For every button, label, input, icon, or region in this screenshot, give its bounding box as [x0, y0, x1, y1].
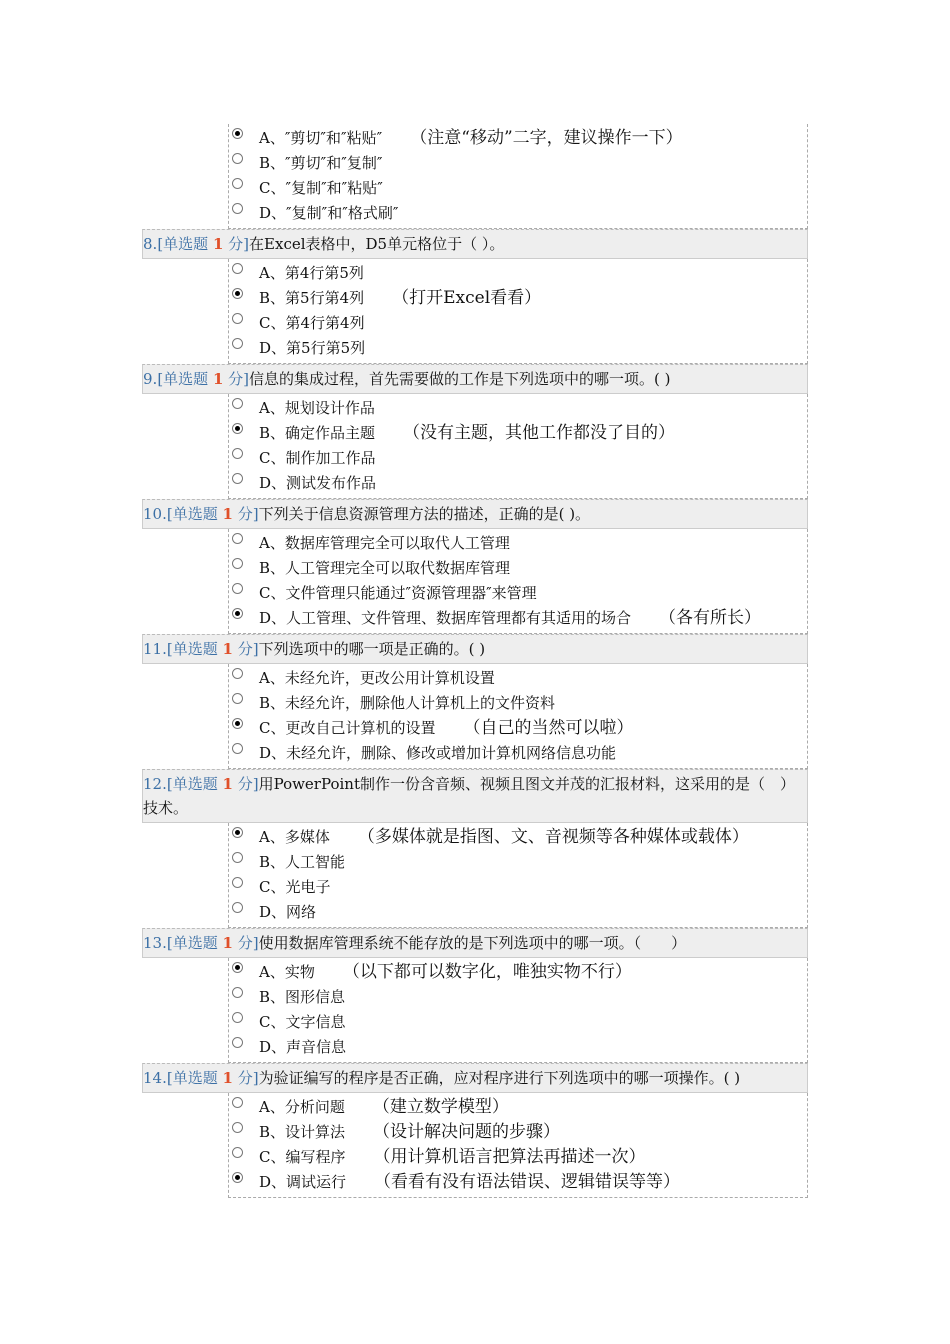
q8-option-a[interactable] — [229, 261, 807, 286]
question-number: 10. — [143, 505, 167, 523]
question-type: [单选题 — [157, 235, 209, 253]
question-score: 1 — [222, 775, 233, 793]
quiz-container — [142, 124, 808, 1198]
q13-option-d[interactable] — [229, 1035, 807, 1060]
q14-option-b[interactable] — [229, 1120, 807, 1145]
question-score: 1 — [222, 640, 233, 658]
question-stem: 下列选项中的哪一项是正确的。( ) — [258, 640, 486, 658]
option-text — [259, 261, 364, 286]
radio-button[interactable] — [232, 987, 243, 998]
q13-options — [228, 958, 808, 1063]
option-text — [259, 875, 330, 900]
q10-option-c[interactable] — [229, 581, 807, 606]
option-text — [259, 1095, 509, 1120]
option-label: D、测试发布作品 — [259, 474, 377, 492]
radio-button[interactable] — [232, 718, 243, 729]
option-text — [259, 1120, 560, 1145]
radio-button[interactable] — [232, 423, 243, 434]
q12-options — [228, 823, 808, 928]
q11-header — [142, 634, 808, 664]
option-text — [259, 666, 495, 691]
q14-option-d[interactable] — [229, 1170, 807, 1195]
radio-button[interactable] — [232, 1097, 243, 1108]
option-label: B、确定作品主题 — [259, 424, 376, 442]
option-note: （注意“移动”二字，建议操作一下） — [410, 128, 683, 148]
radio-button[interactable] — [232, 1122, 243, 1133]
option-text — [259, 850, 345, 875]
q14-option-c[interactable] — [229, 1145, 807, 1170]
question-number: 14. — [143, 1069, 167, 1087]
question-number: 13. — [143, 934, 167, 952]
option-note: （设计解决问题的步骤） — [373, 1122, 561, 1142]
radio-button[interactable] — [232, 668, 243, 679]
radio-button[interactable] — [232, 852, 243, 863]
q11-option-b[interactable] — [229, 691, 807, 716]
question-stem: 使用数据库管理系统不能存放的是下列选项中的哪一项。（ ） — [258, 934, 687, 952]
question-type: [单选题 — [166, 1069, 218, 1087]
radio-button[interactable] — [232, 153, 243, 164]
q14-option-a[interactable] — [229, 1095, 807, 1120]
question-unit: 分] — [237, 1069, 259, 1087]
option-text — [259, 471, 376, 496]
q10-option-b[interactable] — [229, 556, 807, 581]
option-text — [259, 396, 375, 421]
option-note: （看看有没有语法错误、逻辑错误等等） — [374, 1172, 681, 1192]
radio-button[interactable] — [232, 743, 243, 754]
option-note: （多媒体就是指图、文、音视频等各种媒体或载体） — [357, 827, 749, 847]
radio-button[interactable] — [232, 902, 243, 913]
question-unit: 分] — [237, 505, 259, 523]
radio-button[interactable] — [232, 313, 243, 324]
option-note: （打开Excel看看） — [392, 288, 542, 308]
radio-button[interactable] — [232, 693, 243, 704]
option-label: A、数据库管理完全可以取代人工管理 — [259, 534, 510, 552]
option-text — [259, 336, 365, 361]
question-type: [单选题 — [157, 370, 209, 388]
q8-options — [228, 259, 808, 364]
option-note: （以下都可以数字化，唯独实物不行） — [342, 962, 632, 982]
option-label: D、第5行第5列 — [259, 339, 366, 357]
q13-header — [142, 928, 808, 958]
q7-option-b[interactable] — [229, 151, 807, 176]
radio-button[interactable] — [232, 608, 243, 619]
question-type: [单选题 — [166, 640, 218, 658]
radio-button[interactable] — [232, 448, 243, 459]
q12-option-d[interactable] — [229, 900, 807, 925]
option-text — [259, 1145, 645, 1170]
option-label: B、人工智能 — [259, 853, 346, 871]
option-label: A、未经允许，更改公用计算机设置 — [259, 669, 495, 687]
option-text — [259, 741, 616, 766]
option-label: B、未经允许，删除他人计算机上的文件资料 — [259, 694, 556, 712]
option-label: A、规划设计作品 — [259, 399, 375, 417]
question-score: 1 — [222, 934, 233, 952]
radio-button[interactable] — [232, 962, 243, 973]
q11-option-d[interactable] — [229, 741, 807, 766]
radio-button[interactable] — [232, 1037, 243, 1048]
q11-option-a[interactable] — [229, 666, 807, 691]
radio-button[interactable] — [232, 533, 243, 544]
q9-option-b[interactable] — [229, 421, 807, 446]
option-text — [259, 960, 632, 985]
radio-button[interactable] — [232, 1012, 243, 1023]
q13-option-b[interactable] — [229, 985, 807, 1010]
q7-option-c[interactable] — [229, 176, 807, 201]
q12-option-b[interactable] — [229, 850, 807, 875]
option-text — [259, 421, 675, 446]
q8-header — [142, 229, 808, 259]
option-note: （自己的当然可以啦） — [463, 718, 634, 738]
radio-button[interactable] — [232, 473, 243, 484]
q10-option-a[interactable] — [229, 531, 807, 556]
option-label: D、″复制″和″格式刷″ — [259, 204, 399, 222]
option-text — [259, 985, 345, 1010]
question-stem: 下列关于信息资源管理方法的描述，正确的是( )。 — [258, 505, 591, 523]
q9-option-c[interactable] — [229, 446, 807, 471]
option-text — [259, 825, 749, 850]
q9-header — [142, 364, 808, 394]
option-label: C、文件管理只能通过″资源管理器″来管理 — [259, 584, 537, 602]
option-label: D、未经允许，删除、修改或增加计算机网络信息功能 — [259, 744, 617, 762]
option-label: A、第4行第5列 — [259, 264, 364, 282]
q7-options — [228, 124, 808, 229]
question-type: [单选题 — [166, 934, 218, 952]
option-text — [259, 311, 365, 336]
option-note: （用计算机语言把算法再描述一次） — [373, 1147, 646, 1167]
option-label: C、编写程序 — [259, 1148, 346, 1166]
option-label: D、人工管理、文件管理、数据库管理都有其适用的场合 — [259, 609, 632, 627]
radio-button[interactable] — [232, 1147, 243, 1158]
question-number: 11. — [143, 640, 167, 658]
q11-options — [228, 664, 808, 769]
q9-option-d[interactable] — [229, 471, 807, 496]
option-label: D、声音信息 — [259, 1038, 347, 1056]
q12-option-a[interactable] — [229, 825, 807, 850]
q10-header — [142, 499, 808, 529]
question-score: 1 — [212, 235, 224, 253]
q10-options — [228, 529, 808, 634]
option-text — [259, 556, 510, 581]
question-number: 9. — [143, 370, 158, 388]
option-note: （各有所长） — [659, 608, 762, 628]
option-text — [259, 176, 383, 201]
radio-button[interactable] — [232, 827, 243, 838]
option-label: B、″剪切″和″复制″ — [259, 154, 383, 172]
option-text — [259, 1035, 346, 1060]
option-label: C、制作加工作品 — [259, 449, 376, 467]
question-type: [单选题 — [166, 505, 218, 523]
question-unit: 分] — [228, 235, 250, 253]
q8-option-b[interactable] — [229, 286, 807, 311]
question-score: 1 — [212, 370, 224, 388]
q12-option-c[interactable] — [229, 875, 807, 900]
option-text — [259, 691, 555, 716]
option-label: B、人工管理完全可以取代数据库管理 — [259, 559, 511, 577]
question-stem: 为验证编写的程序是否正确，应对程序进行下列选项中的哪一项操作。( ) — [258, 1069, 741, 1087]
radio-button[interactable] — [232, 263, 243, 274]
question-unit: 分] — [237, 775, 259, 793]
option-text — [259, 151, 382, 176]
option-label: C、″复制″和″粘贴″ — [259, 179, 383, 197]
question-stem: 用PowerPoint制作一份含音频、视频且图文并茂的汇报材料，这采用的是（ ）技术。 — [143, 775, 795, 817]
q13-option-a[interactable] — [229, 960, 807, 985]
option-label: B、图形信息 — [259, 988, 346, 1006]
radio-button[interactable] — [232, 178, 243, 189]
question-score: 1 — [222, 1069, 233, 1087]
q12-header — [142, 769, 808, 823]
radio-button[interactable] — [232, 398, 243, 409]
q8-option-d[interactable] — [229, 336, 807, 361]
option-text — [259, 900, 316, 925]
radio-button[interactable] — [232, 203, 243, 214]
radio-button[interactable] — [232, 1172, 243, 1183]
q7-option-a[interactable] — [229, 126, 807, 151]
q14-header — [142, 1063, 808, 1093]
radio-button[interactable] — [232, 338, 243, 349]
option-label: C、更改自己计算机的设置 — [259, 719, 436, 737]
option-label: A、多媒体 — [259, 828, 330, 846]
question-unit: 分] — [237, 934, 259, 952]
option-text — [259, 716, 633, 741]
question-unit: 分] — [228, 370, 250, 388]
option-label: D、调试运行 — [259, 1173, 347, 1191]
question-stem: 在Excel表格中，D5单元格位于（ ）。 — [249, 235, 505, 253]
option-label: C、文字信息 — [259, 1013, 346, 1031]
option-label: B、设计算法 — [259, 1123, 346, 1141]
q10-option-d[interactable] — [229, 606, 807, 631]
option-text — [259, 1170, 680, 1195]
option-label: A、″剪切″和″粘贴″ — [259, 129, 383, 147]
option-label: C、光电子 — [259, 878, 331, 896]
q11-option-c[interactable] — [229, 716, 807, 741]
option-text — [259, 126, 683, 151]
q13-option-c[interactable] — [229, 1010, 807, 1035]
radio-button[interactable] — [232, 128, 243, 139]
option-note: （没有主题，其他工作都没了目的） — [403, 423, 676, 443]
option-text — [259, 286, 541, 311]
radio-button[interactable] — [232, 288, 243, 299]
option-label: A、实物 — [259, 963, 315, 981]
radio-button[interactable] — [232, 877, 243, 888]
question-unit: 分] — [237, 640, 259, 658]
question-stem: 信息的集成过程，首先需要做的工作是下列选项中的哪一项。( ) — [249, 370, 671, 388]
radio-button[interactable] — [232, 558, 243, 569]
q14-options — [228, 1093, 808, 1198]
q9-options — [228, 394, 808, 499]
option-label: A、分析问题 — [259, 1098, 345, 1116]
question-number: 12. — [143, 775, 167, 793]
option-text — [259, 581, 537, 606]
option-text — [259, 446, 375, 471]
option-label: B、第5行第4列 — [259, 289, 365, 307]
radio-button[interactable] — [232, 583, 243, 594]
q7-option-d[interactable] — [229, 201, 807, 226]
option-label: D、网络 — [259, 903, 317, 921]
option-text — [259, 201, 398, 226]
question-type: [单选题 — [166, 775, 218, 793]
option-label: C、第4行第4列 — [259, 314, 365, 332]
option-text — [259, 1010, 345, 1035]
question-number: 8. — [143, 235, 158, 253]
q8-option-c[interactable] — [229, 311, 807, 336]
option-note: （建立数学模型） — [372, 1097, 509, 1117]
q9-option-a[interactable] — [229, 396, 807, 421]
option-text — [259, 531, 510, 556]
option-text — [259, 606, 761, 631]
question-score: 1 — [222, 505, 233, 523]
